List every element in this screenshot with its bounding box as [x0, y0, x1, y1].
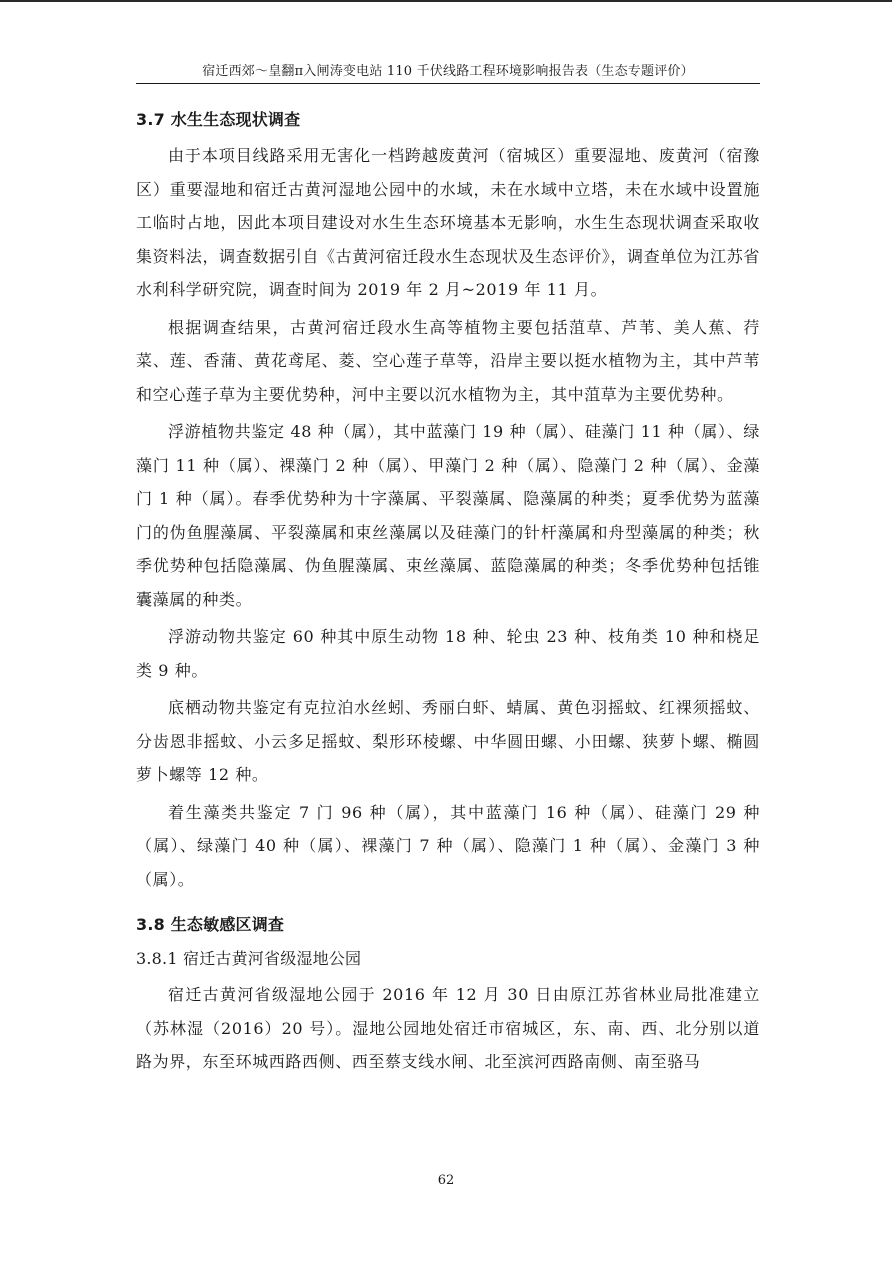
- paragraph: 由于本项目线路采用无害化一档跨越废黄河（宿城区）重要湿地、废黄河（宿豫区）重要湿地和宿迁古黄河湿地公园中的水域，未在水域中立塔，未在水域中设置施工临时占地，因此本项目建设对水生生态环境基本无影响，水生生态现状调查采取收集资料法，调查数据引自《古黄河宿迁段水生态现状及生态评价》，调查单位为江苏省水利科学研究院，调查时间为 2019 年 2 月~2019 年 11 月。: [136, 146, 760, 299]
- running-header: 宿迁西郊～皇翻π入闸涛变电站 110 千伏线路工程环境影响报告表（生态专题评价）: [202, 64, 694, 79]
- page-number: 62: [437, 1173, 455, 1188]
- page-top-border: [0, 0, 892, 2]
- page-body: [136, 103, 760, 1083]
- paragraph: 宿迁古黄河省级湿地公园于 2016 年 12 月 30 日由原江苏省林业局批准建立（苏林湿（2016）20 号）。湿地公园地处宿迁市宿城区，东、南、西、北分别以道路为界，东至环城西路西侧、西至蔡支线水闸、北至滨河西路南侧、南至骆马: [136, 985, 760, 1071]
- section-heading-3-8: 3.8 生态敏感区调查: [136, 915, 285, 934]
- header-rule: [136, 83, 760, 84]
- subsection-heading-3-8-1: 3.8.1 宿迁古黄河省级湿地公园: [136, 949, 362, 968]
- paragraph: 根据调查结果，古黄河宿迁段水生高等植物主要包括菹草、芦苇、美人蕉、荇菜、莲、香蒲、黄花鸢尾、菱、空心莲子草等，沿岸主要以挺水植物为主，其中芦苇和空心莲子草为主要优势种，河中主要以沉水植物为主，其中菹草为主要优势种。: [136, 317, 760, 404]
- paragraph: 着生藻类共鉴定 7 门 96 种（属），其中蓝藻门 16 种（属）、硅藻门 29 种（属）、绿藻门 40 种（属）、裸藻门 7 种（属）、隐藻门 1 种（属）、金藻门 3 种（属）。: [136, 802, 760, 889]
- paragraph: 浮游动物共鉴定 60 种其中原生动物 18 种、轮虫 23 种、枝角类 10 种和桡足类 9 种。: [136, 627, 760, 680]
- section-heading-3-7: 3.7 水生生态现状调查: [136, 110, 301, 129]
- paragraph: 浮游植物共鉴定 48 种（属），其中蓝藻门 19 种（属）、硅藻门 11 种（属）、绿藻门 11 种（属）、裸藻门 2 种（属）、甲藻门 2 种（属）、隐藻门 2 种（属）、金藻门 1 种（属）。春季优势种为十字藻属、平裂藻属、隐藻属的种类；夏季优势为蓝藻门的伪鱼腥藻属、平裂藻属和束丝藻属以及硅藻门的针杆藻属和舟型藻属的种类；秋季优势种包括隐藻属、伪鱼腥藻属、束丝藻属、蓝隐藻属的种类；冬季优势种包括锥囊藻属的种类。: [136, 422, 760, 609]
- paragraph: 底栖动物共鉴定有克拉泊水丝蚓、秀丽白虾、蜻属、黄色羽摇蚊、红裸须摇蚊、分齿恩非摇蚊、小云多足摇蚊、梨形环棱螺、中华圆田螺、小田螺、狭萝卜螺、椭圆萝卜螺等 12 种。: [136, 698, 760, 784]
